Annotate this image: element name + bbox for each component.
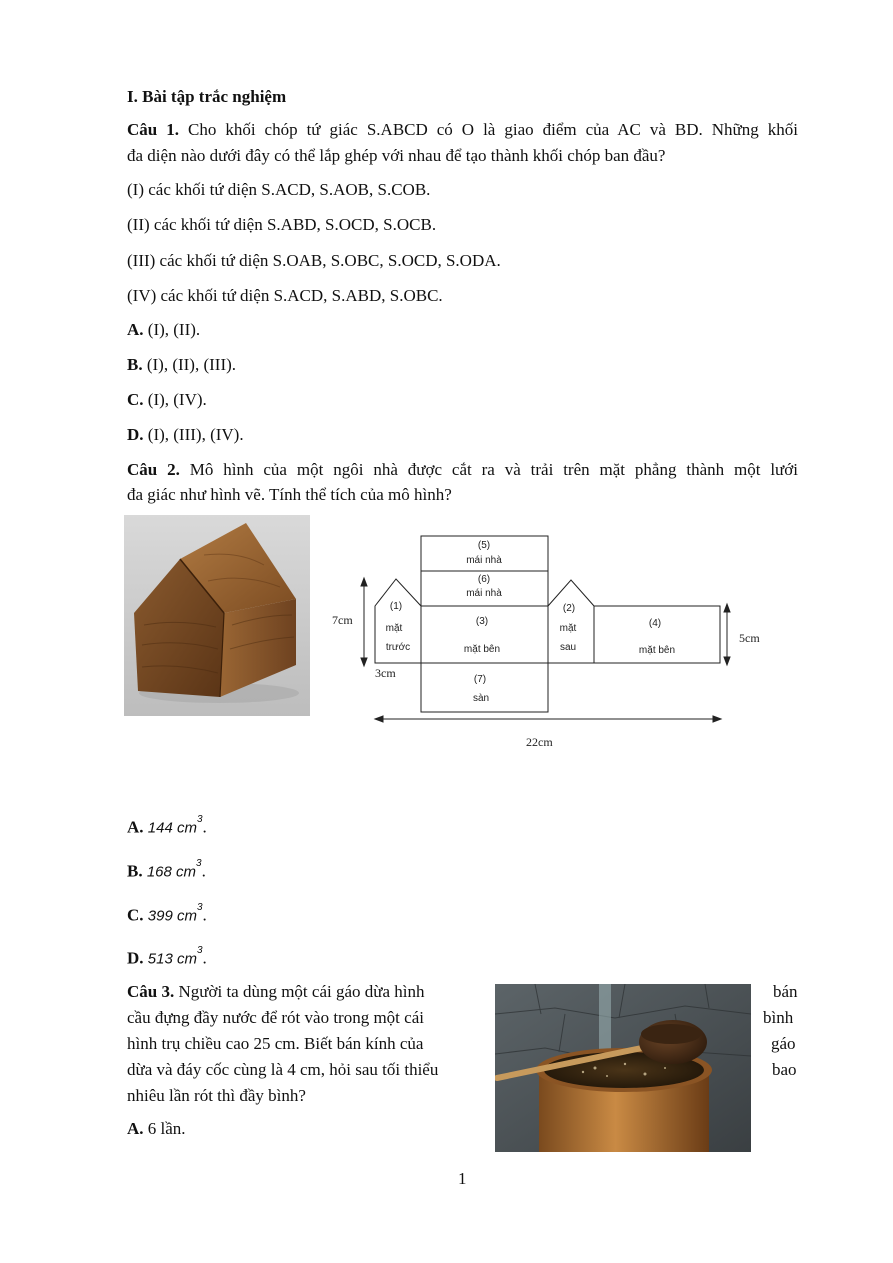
net-p6-num: (6) — [477, 574, 491, 585]
net-p1-name-a: mặt — [385, 623, 403, 634]
q3-right-word-4: bao — [772, 1060, 797, 1079]
q1-statement-2: (II) các khối tứ diện S.ABD, S.OCD, S.OCB. — [127, 215, 437, 234]
q3-right-word-1: bán — [773, 982, 798, 1001]
q1-statement-3: (III) các khối tứ diện S.OAB, S.OBC, S.OCD, S.ODA. — [127, 251, 501, 270]
house-net-diagram — [330, 530, 770, 756]
net-p1-num: (1) — [389, 601, 403, 612]
q3-line-3: hình trụ chiều cao 25 cm. Biết bán kính của — [127, 1034, 424, 1053]
q3-line-4: dừa và đáy cốc cùng là 4 cm, hỏi sau tối thiểu — [127, 1060, 439, 1079]
q2-option-c[interactable]: C. 399 $cm^3$. — [127, 902, 207, 925]
q3-line-5: nhiêu lần rót thì đầy bình? — [127, 1086, 306, 1105]
q2-text-line1: Câu 2. Mô hình của một ngôi nhà được cắt ra và trải trên mặt phẳng thành một lưới — [127, 460, 798, 479]
q3-right-word-2: bình — [763, 1008, 794, 1027]
net-p2-name-a: mặt — [559, 623, 577, 634]
net-p2-num: (2) — [562, 603, 576, 614]
q2-option-b[interactable]: B. 168 $cm^3$. — [127, 858, 206, 881]
net-p3-num: (3) — [475, 616, 489, 627]
q1-option-c[interactable]: C. (I), (IV). — [127, 390, 207, 409]
q2-option-d[interactable]: D. 513 $cm^3$. — [127, 945, 207, 968]
q1-text-line2: đa diện nào dưới đây có thể lắp ghép với nhau để tạo thành khối chóp ban đầu? — [127, 146, 666, 165]
q2-text-line2: đa giác như hình vẽ. Tính thể tích của mô hình? — [127, 485, 452, 504]
net-p4-num: (4) — [648, 618, 662, 629]
q1-option-d[interactable]: D. (I), (III), (IV). — [127, 425, 244, 444]
dim-right-label: 5cm — [739, 631, 760, 645]
net-p1-name-b: trước — [385, 642, 411, 653]
net-p7-num: (7) — [473, 674, 487, 685]
q1-text-line1: Câu 1. Cho khối chóp tứ giác S.ABCD có O là giao điểm của AC và BD. Những khối — [127, 120, 798, 139]
net-p7-name: sàn — [472, 693, 490, 704]
page-number: 1 — [458, 1169, 467, 1188]
net-p3-name: mặt bên — [463, 644, 501, 655]
dim-width-label: 22cm — [526, 735, 553, 749]
q3-right-word-3: gáo — [771, 1034, 796, 1053]
q3-line-1: Câu 3. Người ta dùng một cái gáo dừa hình — [127, 982, 425, 1001]
net-panel-7 — [421, 663, 548, 712]
coconut-ladle-image — [495, 984, 751, 1152]
q1-option-b[interactable]: B. (I), (II), (III). — [127, 355, 237, 374]
net-p5-name: mái nhà — [466, 555, 502, 566]
q1-statement-4: (IV) các khối tứ diện S.ACD, S.ABD, S.OBC. — [127, 286, 443, 305]
q3-line-2: cầu đựng đầy nước để rót vào trong một cái — [127, 1008, 424, 1027]
q1-statement-1: (I) các khối tứ diện S.ACD, S.AOB, S.COB. — [127, 180, 431, 199]
dim-base-label: 3cm — [375, 666, 396, 680]
dim-height-label: 7cm — [332, 613, 353, 627]
q2-option-a[interactable]: A. 144 $cm^3$. — [127, 814, 207, 837]
q1-option-a[interactable]: A. (I), (II). — [127, 320, 201, 339]
net-p5-num: (5) — [477, 540, 491, 551]
net-p2-name-b: sau — [559, 642, 577, 653]
q3-option-a[interactable]: A. 6 lần. — [127, 1119, 186, 1138]
net-p6-name: mái nhà — [466, 588, 502, 599]
net-p4-name: mặt bên — [638, 645, 676, 656]
wooden-house-image — [124, 515, 310, 716]
section-title: I. Bài tập trắc nghiệm — [127, 87, 287, 106]
